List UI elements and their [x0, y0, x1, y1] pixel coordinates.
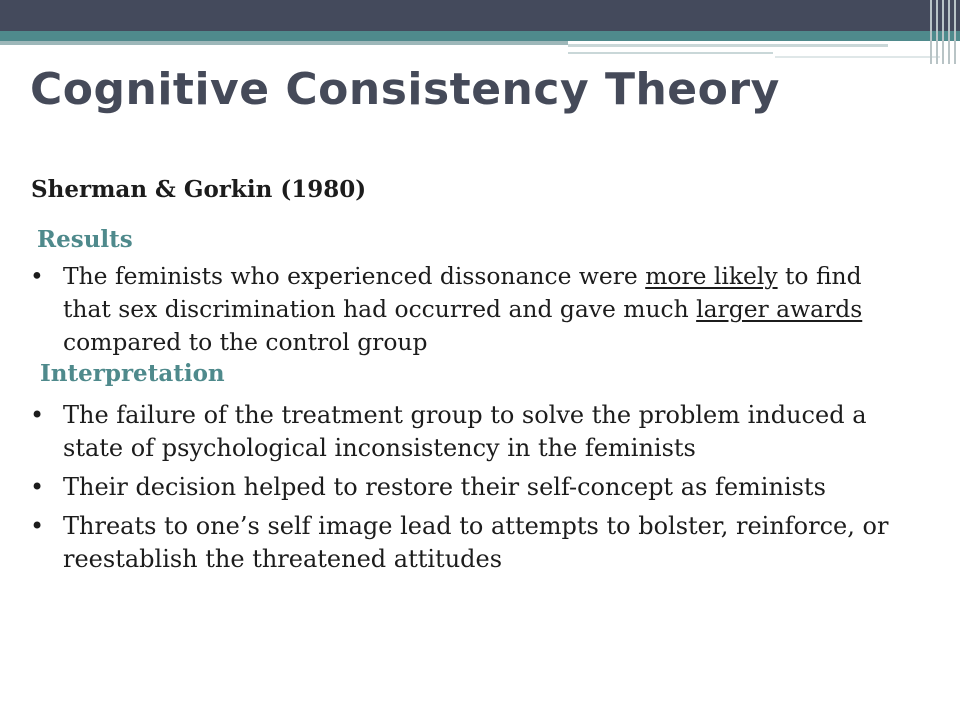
results-heading: Results — [37, 226, 133, 253]
header-bar-teal — [0, 31, 960, 41]
header-accent-line — [0, 41, 568, 45]
underlined-phrase: more likely — [645, 262, 778, 290]
results-bullet — [30, 260, 910, 359]
bullet-text: The failure of the treatment group to solve the problem induced a state of psychological inconsistency in the feminists — [63, 401, 867, 462]
bullet-marker: • — [30, 401, 45, 429]
header-accent-line — [775, 56, 940, 58]
slide-subtitle: Sherman & Gorkin (1980) — [31, 176, 367, 203]
bullet-text: compared to the control group — [63, 328, 428, 356]
interpretation-bullet — [30, 471, 910, 504]
bullet-text: Threats to one’s self image lead to attempts to bolster, reinforce, or reestablish the threatened attitudes — [63, 512, 889, 573]
bullet-text: Their decision helped to restore their self-concept as feminists — [63, 473, 826, 501]
slide-title: Cognitive Consistency Theory — [30, 64, 780, 115]
interpretation-list — [30, 399, 910, 582]
bullet-text: to find that sex discrimination had occurred and gave much — [63, 262, 862, 323]
header-stripes — [926, 0, 960, 64]
header-bar-dark — [0, 0, 960, 31]
bullet-text: The feminists who experienced dissonance were — [63, 262, 646, 290]
header-accent-line — [568, 44, 888, 47]
interpretation-bullet — [30, 399, 910, 465]
header-accent-line — [568, 52, 773, 54]
bullet-marker: • — [30, 512, 45, 540]
bullet-marker: • — [30, 473, 45, 501]
interpretation-bullet — [30, 510, 910, 576]
underlined-phrase: larger awards — [696, 295, 863, 323]
interpretation-heading: Interpretation — [40, 360, 225, 387]
results-list — [30, 260, 910, 359]
bullet-marker: • — [30, 262, 44, 290]
